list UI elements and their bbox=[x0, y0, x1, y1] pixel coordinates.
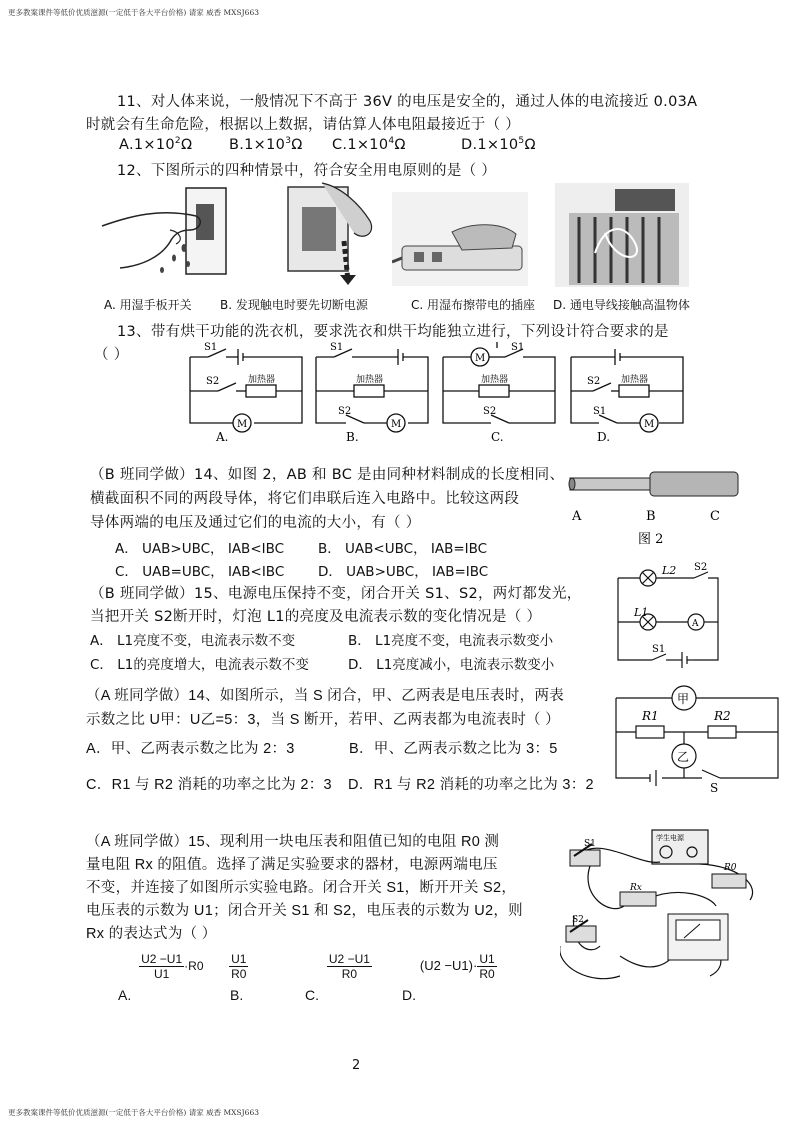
q13b-option-label: B. bbox=[346, 430, 359, 444]
page-header: 更多教案课件等低价优质滋源(一定低于各大平台价格) 请家 威香 MXSJ663 bbox=[8, 8, 259, 17]
q13d-option-label: D. bbox=[597, 430, 611, 444]
q15a-option-c: C. $\frac{U2 -U1}{R0}$ bbox=[305, 952, 370, 1004]
q15a-line1: （A 班同学做）15、现利用一块电压表和阻值已知的电阻 R0 测 bbox=[86, 834, 500, 850]
q15b-circuit bbox=[614, 560, 726, 672]
q13-circuit-b bbox=[314, 340, 430, 444]
conductor-label-b: B bbox=[646, 509, 656, 524]
q14a-meter-yi: 乙 bbox=[677, 750, 690, 764]
q14a-circuit bbox=[612, 682, 782, 794]
q13c-motor-label: M bbox=[475, 353, 486, 364]
q14b-option-d: D． UAB>UBC， IAB=IBC bbox=[318, 564, 489, 580]
wet-hand-switch-image bbox=[100, 186, 230, 282]
q15a-line5: Rx 的表达式为（ ） bbox=[86, 926, 217, 942]
q15b-option-c: C． L1的亮度增大，电流表示数不变 bbox=[90, 657, 309, 673]
q14a-line2: 示数之比 U甲：U乙=5：3，当 S 断开，若甲、乙两表都为电流表时（ ） bbox=[86, 712, 560, 728]
q13d-s2-label: S2 bbox=[587, 376, 601, 387]
q13-circuit-d bbox=[569, 340, 685, 444]
q11-option-d: $D.1\times 10^5\Omega$ bbox=[461, 136, 536, 153]
q12-caption-d: D. 通电导线接触高温物体 bbox=[553, 298, 690, 312]
q15b-s1-label: S1 bbox=[652, 644, 666, 655]
wire-heater-image bbox=[555, 183, 689, 287]
q13d-s1-label: S1 bbox=[593, 406, 607, 417]
q13b-heater-label: 加热器 bbox=[356, 375, 384, 385]
q14b-option-b: B． UAB<UBC， IAB=IBC bbox=[318, 541, 488, 557]
q13a-heater-label: 加热器 bbox=[248, 375, 276, 385]
q13a-s1-label: S1 bbox=[204, 342, 218, 353]
electrocution-cut-power-image bbox=[282, 181, 382, 285]
page-number: 2 bbox=[352, 1058, 361, 1073]
q13-line1: 13、带有烘干功能的洗衣机，要求洗衣和烘干均能独立进行，下列设计符合要求的是 bbox=[117, 324, 669, 340]
q11-line1: 11、对人体来说，一般情况下不高于 36V 的电压是安全的，通过人体的电流接近 0.03A bbox=[117, 94, 698, 110]
q15a-fig-rx-label: Rx bbox=[630, 883, 642, 893]
q14a-r2-label: R2 bbox=[714, 709, 731, 723]
q14a-option-a: A．甲、乙两表示数之比为 2：3 bbox=[86, 741, 295, 757]
page-footer: 更多教案课件等低价优质滋源(一定低于各大平台价格) 请家 威香 MXSJ663 bbox=[8, 1108, 259, 1117]
q13a-s2-label: S2 bbox=[206, 376, 220, 387]
q15a-fig-s1-label: S1 bbox=[584, 839, 596, 849]
q15b-s2-label: S2 bbox=[694, 562, 708, 573]
q14b-line1: （B 班同学做）14、如图 2，AB 和 BC 是由同种材料制成的长度相同、 bbox=[90, 467, 565, 483]
q13-circuit-a bbox=[188, 340, 304, 444]
q11-option-a: $A.1\times 10^2\Omega$ bbox=[119, 136, 193, 153]
q13b-s2-label: S2 bbox=[338, 406, 352, 417]
q13d-heater-label: 加热器 bbox=[621, 375, 649, 385]
q15b-l2-label: L2 bbox=[662, 564, 677, 577]
q13-circuit-c bbox=[441, 340, 557, 444]
conductor-label-a: A bbox=[572, 509, 582, 524]
q15a-fig-r0-label: R0 bbox=[724, 863, 737, 873]
q12-caption-c: C. 用湿布擦带电的插座 bbox=[411, 298, 536, 312]
q15b-option-d: D． L1亮度减小，电流表示数变小 bbox=[348, 657, 555, 673]
q15a-line2: 量电阻 Rx 的阻值。选择了满足实验要求的器材，电源两端电压 bbox=[86, 857, 498, 873]
q12-caption-a: A. 用湿手板开关 bbox=[104, 298, 192, 312]
q14b-option-c: C． UAB=UBC， IAB<IBC bbox=[115, 564, 285, 580]
q13c-option-label: C. bbox=[491, 430, 504, 444]
q11-line2: 时就会有生命危险，根据以上数据，请估算人体电阻最接近于（ ） bbox=[86, 117, 521, 133]
q15a-line3: 不变，并连接了如图所示实验电路。闭合开关 S1，断开开关 S2， bbox=[86, 880, 517, 896]
q15a-option-b: B. $\frac{U1}{R0}$ bbox=[230, 952, 247, 1004]
q15a-fig-s2-label: S2 bbox=[572, 915, 584, 925]
q11-option-c: $C.1\times 10^4\Omega$ bbox=[332, 136, 406, 153]
q15a-experiment-figure bbox=[560, 826, 774, 992]
q15b-ammeter-label: A bbox=[692, 619, 699, 629]
q14b-option-a: A． UAB>UBC， IAB<IBC bbox=[115, 541, 285, 557]
q14a-option-b: B．甲、乙两表示数之比为 3：5 bbox=[349, 741, 558, 757]
q15a-fig-power-label: 学生电源 bbox=[656, 834, 684, 842]
q13c-s2-label: S2 bbox=[483, 406, 497, 417]
q15b-line1: （B 班同学做）15、电源电压保持不变，闭合开关 S1、S2，两灯都发光， bbox=[90, 586, 582, 602]
q15a-option-a: A. $\frac{U2 -U1}{U1}$ ·R0 bbox=[118, 952, 204, 1004]
q13c-heater-label: 加热器 bbox=[481, 375, 509, 385]
figure-2-caption: 图 2 bbox=[638, 532, 664, 547]
q13-line2: （ ） bbox=[94, 347, 129, 363]
q15a-line4: 电压表的示数为 U1；闭合开关 S1 和 S2，电压表的示数为 U2，则 bbox=[86, 903, 523, 919]
q13b-s1-label: S1 bbox=[330, 342, 344, 353]
q15a-option-d: D. (U2 −U1)· $\frac{U1}{R0}$ bbox=[402, 952, 495, 1004]
q15b-option-a: A． L1亮度不变，电流表示数不变 bbox=[90, 633, 296, 649]
conductor-figure-2 bbox=[566, 466, 744, 550]
q13b-motor-label: M bbox=[391, 419, 402, 430]
q14a-meter-jia: 甲 bbox=[677, 692, 690, 706]
q13c-s1-label: S1 bbox=[511, 342, 525, 353]
q14a-option-c: C．R1 与 R2 消耗的功率之比为 2：3 bbox=[86, 777, 332, 793]
conductor-label-c: C bbox=[710, 509, 720, 524]
q15b-line2: 当把开关 S2断开时，灯泡 L1的亮度及电流表示数的变化情况是（ ） bbox=[90, 609, 542, 625]
q11-option-b: $B.1\times 10^3\Omega$ bbox=[229, 136, 303, 153]
q15b-option-b: B． L1亮度不变，电流表示数变小 bbox=[348, 633, 554, 649]
q12-caption-b: B. 发现触电时要先切断电源 bbox=[220, 298, 368, 312]
q14a-option-d: D．R1 与 R2 消耗的功率之比为 3：2 bbox=[348, 777, 594, 793]
q13a-motor-label: M bbox=[237, 419, 248, 430]
q14a-r1-label: R1 bbox=[642, 709, 659, 723]
q14a-s-label: S bbox=[710, 781, 719, 794]
q14b-line2: 横截面积不同的两段导体，将它们串联后连入电路中。比较这两段 bbox=[90, 491, 520, 507]
q15b-l1-label: L1 bbox=[634, 606, 649, 619]
q13d-motor-label: M bbox=[644, 419, 655, 430]
wet-cloth-socket-image bbox=[392, 192, 528, 286]
q13a-option-label: A. bbox=[216, 430, 229, 444]
q14b-line3: 导体两端的电压及通过它们的电流的大小，有（ ） bbox=[90, 515, 421, 531]
q12-stem: 12、下图所示的四种情景中，符合安全用电原则的是（ ） bbox=[117, 163, 497, 179]
q14a-line1: （A 班同学做）14、如图所示，当 S 闭合，甲、乙两表是电压表时，两表 bbox=[86, 688, 565, 704]
